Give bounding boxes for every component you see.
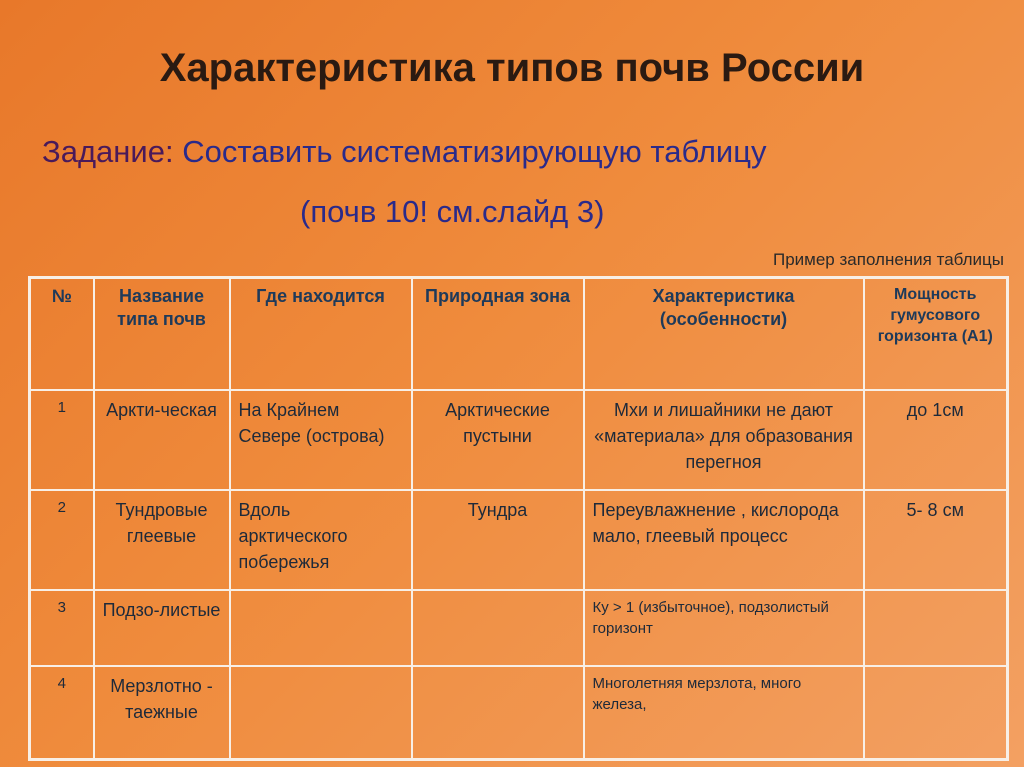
cell-characteristics: Мхи и лишайники не дают «материала» для образования перегноя: [584, 390, 864, 490]
cell-zone: Арктические пустыни: [412, 390, 584, 490]
cell-number: 4: [30, 666, 94, 760]
cell-number: 1: [30, 390, 94, 490]
header-zone: Природная зона: [412, 278, 584, 390]
example-note: Пример заполнения таблицы: [773, 250, 1004, 269]
cell-humus: [864, 590, 1008, 666]
task-line: [42, 134, 766, 170]
task-line-2: (почв 10! см.слайд 3): [300, 194, 605, 229]
header-humus: Мощность гумусового горизонта (А1): [864, 278, 1008, 390]
cell-humus: [864, 666, 1008, 760]
cell-name: Аркти-ческая: [94, 390, 230, 490]
cell-name: Тундровые глеевые: [94, 490, 230, 590]
soil-table: [28, 276, 1009, 761]
task-label: Задание:: [42, 134, 174, 169]
header-location: Где находится: [230, 278, 412, 390]
table-row: [30, 590, 1008, 666]
cell-humus: 5- 8 см: [864, 490, 1008, 590]
cell-location: Вдоль арктического побережья: [230, 490, 412, 590]
cell-name: Подзо-листые: [94, 590, 230, 666]
header-number: №: [30, 278, 94, 390]
table-row: [30, 666, 1008, 760]
cell-zone: [412, 666, 584, 760]
task-text: Составить систематизирующую таблицу: [182, 134, 767, 169]
cell-number: 3: [30, 590, 94, 666]
cell-location: [230, 590, 412, 666]
table-header-row: [30, 278, 1008, 390]
cell-name: Мерзлотно - таежные: [94, 666, 230, 760]
header-name: Название типа почв: [94, 278, 230, 390]
cell-zone: Тундра: [412, 490, 584, 590]
cell-location: [230, 666, 412, 760]
cell-characteristics: Переувлажнение , кислорода мало, глеевый процесс: [584, 490, 864, 590]
table-row: [30, 390, 1008, 490]
slide-title: Характеристика типов почв России: [159, 46, 865, 90]
cell-location: На Крайнем Севере (острова): [230, 390, 412, 490]
header-characteristics: Характеристика (особенности): [584, 278, 864, 390]
table-row: [30, 490, 1008, 590]
cell-number: 2: [30, 490, 94, 590]
cell-characteristics: Ку > 1 (избыточное), подзолистый горизонт: [584, 590, 864, 666]
cell-characteristics: Многолетняя мерзлота, много железа,: [584, 666, 864, 760]
cell-humus: до 1см: [864, 390, 1008, 490]
cell-zone: [412, 590, 584, 666]
